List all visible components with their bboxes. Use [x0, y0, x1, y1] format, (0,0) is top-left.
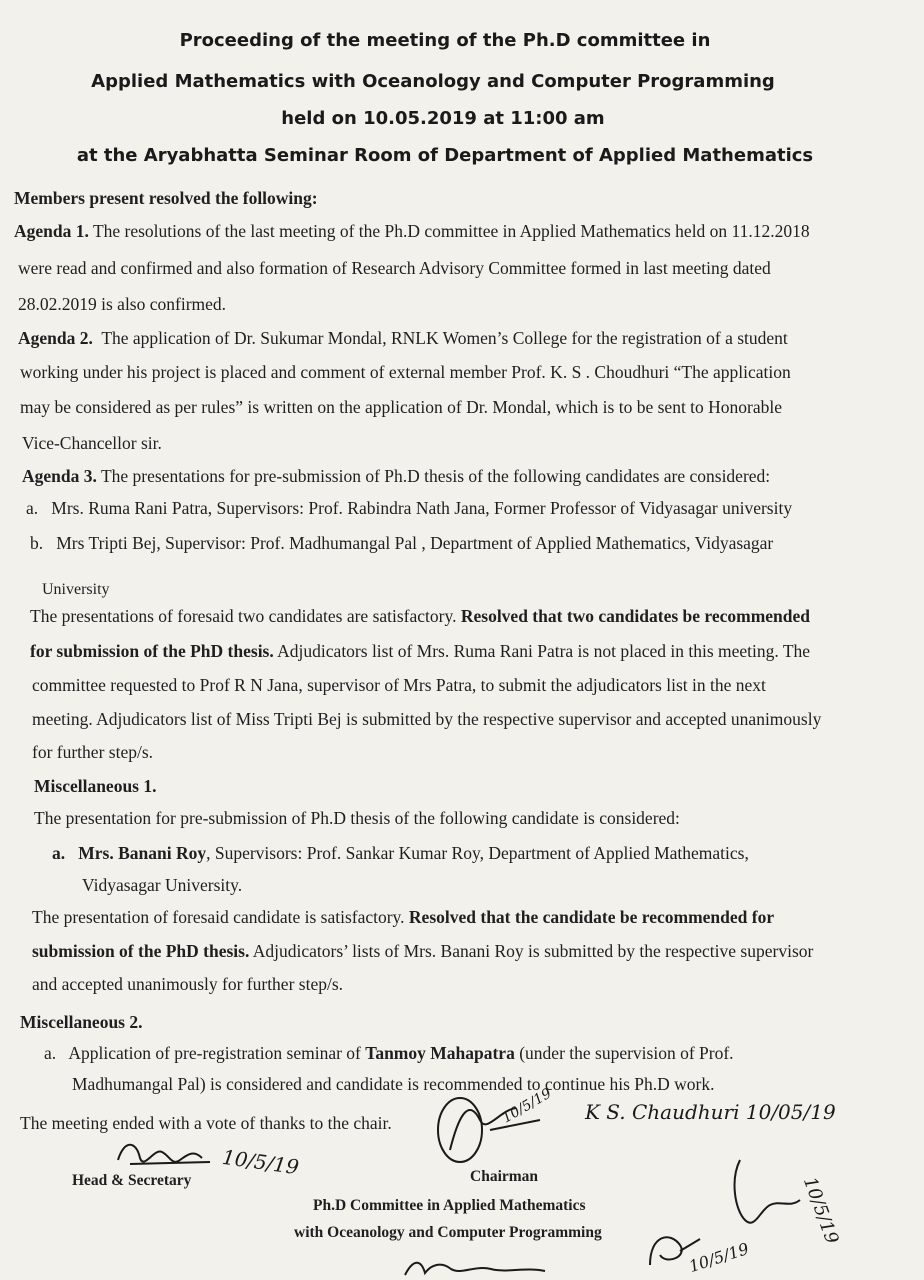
para-text: The presentation of foresaid candidate is satisfactory. — [32, 907, 405, 927]
member-signature-bottom-center — [395, 1245, 565, 1280]
list-marker: a. — [52, 843, 66, 863]
agenda-3-item-b — [30, 533, 773, 554]
candidate-name: Tanmoy Mahapatra — [365, 1043, 515, 1063]
document-title-line-2: Applied Mathematics with Oceanology and Computer Programming — [91, 71, 775, 92]
member-signature-right-date: 10/5/19 — [798, 1174, 843, 1247]
list-item-text: , Supervisors: Prof. Sankar Kumar Roy, Department of Applied Mathematics, — [206, 843, 749, 863]
list-item-text: (under the supervision of Prof. — [519, 1043, 734, 1063]
agenda-3-item-b-continuation: University — [42, 581, 110, 598]
misc-1-para-line-1 — [32, 907, 774, 928]
agenda-3-text: The presentations for pre-submission of Ph.D thesis of the following candidates are considered: — [100, 466, 771, 486]
committee-line-1: Ph.D Committee in Applied Mathematics — [313, 1197, 586, 1214]
para-text: The presentations of foresaid two candidates are satisfactory. — [30, 606, 457, 626]
misc-2-item-a — [44, 1043, 734, 1064]
misc-1-para-line-2 — [32, 941, 813, 962]
agenda-3-para-line-5: for further step/s. — [32, 742, 154, 762]
committee-line-2: with Oceanology and Computer Programming — [294, 1224, 602, 1241]
misc-1-item-a — [52, 843, 749, 864]
head-signature-date: 10/5/19 — [220, 1144, 301, 1180]
misc-1-para-line-3: and accepted unanimously for further step/s. — [32, 974, 344, 994]
list-item-text: Application of pre-registration seminar of — [68, 1043, 361, 1063]
intro-line: Members present resolved the following: — [14, 188, 318, 208]
para-bold-text: submission of the PhD thesis. — [32, 941, 250, 961]
agenda-2-label: Agenda 2. — [18, 328, 93, 348]
agenda-3-para-line-4: meeting. Adjudicators list of Miss Tripti Bej is submitted by the respective supervisor and accepted unanimously — [32, 709, 822, 729]
agenda-2-line-4: Vice-Chancellor sir. — [22, 433, 162, 453]
agenda-1-label: Agenda 1. — [14, 221, 89, 241]
para-bold-text: for submission of the PhD thesis. — [30, 641, 274, 661]
chairman-signature-date: 10/5/19 — [499, 1085, 555, 1127]
misc-1-item-a-continuation: Vidyasagar University. — [82, 875, 243, 895]
agenda-3-label: Agenda 3. — [22, 466, 97, 486]
list-item-text: Mrs. Ruma Rani Patra, Supervisors: Prof. Rabindra Nath Jana, Former Professor of Vidyasagar university — [51, 498, 793, 518]
agenda-2-text: The application of Dr. Sukumar Mondal, RNLK Women’s College for the registration of a student — [101, 328, 788, 348]
agenda-3-para-line-1 — [30, 606, 810, 627]
member-signature-right — [700, 1150, 810, 1250]
head-secretary-label: Head & Secretary — [72, 1172, 192, 1189]
agenda-1-line-1 — [14, 221, 914, 242]
list-marker: b. — [30, 533, 44, 553]
agenda-3-item-a — [26, 498, 792, 519]
agenda-1-line-2: were read and confirmed and also formation of Research Advisory Committee formed in last meeting dated — [18, 258, 771, 278]
para-text: Adjudicators’ lists of Mrs. Banani Roy is submitted by the respective supervisor — [252, 941, 814, 961]
para-bold-text: Resolved that the candidate be recommended for — [408, 907, 775, 927]
list-item-text: Mrs Tripti Bej, Supervisor: Prof. Madhumangal Pal , Department of Applied Mathematics, Vidyasagar — [56, 533, 774, 553]
agenda-2-line-1 — [18, 328, 788, 349]
member-signature-ks-chaudhuri: K S. Chaudhuri 10/05/19 — [585, 1100, 836, 1124]
closing-line: The meeting ended with a vote of thanks to the chair. — [20, 1113, 392, 1133]
document-title-line-3: held on 10.05.2019 at 11:00 am — [281, 108, 605, 129]
para-text: Adjudicators list of Mrs. Ruma Rani Patra is not placed in this meeting. The — [277, 641, 811, 661]
list-marker: a. — [44, 1043, 57, 1063]
document-title-line-1: Proceeding of the meeting of the Ph.D committee in — [179, 30, 711, 51]
misc-2-item-a-continuation: Madhumangal Pal) is considered and candidate is recommended to continue his Ph.D work. — [72, 1074, 715, 1094]
agenda-2-line-2: working under his project is placed and comment of external member Prof. K. S . Choudhuri “The application — [20, 362, 791, 382]
document-title-line-4: at the Aryabhatta Seminar Room of Department of Applied Mathematics — [76, 145, 814, 166]
candidate-name: Mrs. Banani Roy — [78, 843, 207, 863]
misc-1-label: Miscellaneous 1. — [34, 776, 157, 796]
list-marker: a. — [26, 498, 39, 518]
misc-1-line-1: The presentation for pre-submission of Ph.D thesis of the following candidate is considered: — [34, 808, 680, 828]
member-signature-bottom-date: 10/5/19 — [686, 1238, 752, 1277]
para-bold-text: Resolved that two candidates be recommended — [460, 606, 811, 626]
agenda-1-text: The resolutions of the last meeting of the Ph.D committee in Applied Mathematics held on 11.12.2018 — [92, 221, 810, 241]
agenda-1-line-3: 28.02.2019 is also confirmed. — [18, 294, 227, 314]
agenda-3-para-line-2 — [30, 641, 810, 662]
agenda-2-line-3: may be considered as per rules” is written on the application of Dr. Mondal, which is to be sent to Honorable — [20, 397, 783, 417]
chairman-label: Chairman — [470, 1168, 539, 1185]
agenda-3-para-line-3: committee requested to Prof R N Jana, supervisor of Mrs Patra, to submit the adjudicators list in the next — [32, 675, 766, 695]
misc-2-label: Miscellaneous 2. — [20, 1012, 143, 1032]
agenda-3-line-1 — [22, 466, 770, 487]
